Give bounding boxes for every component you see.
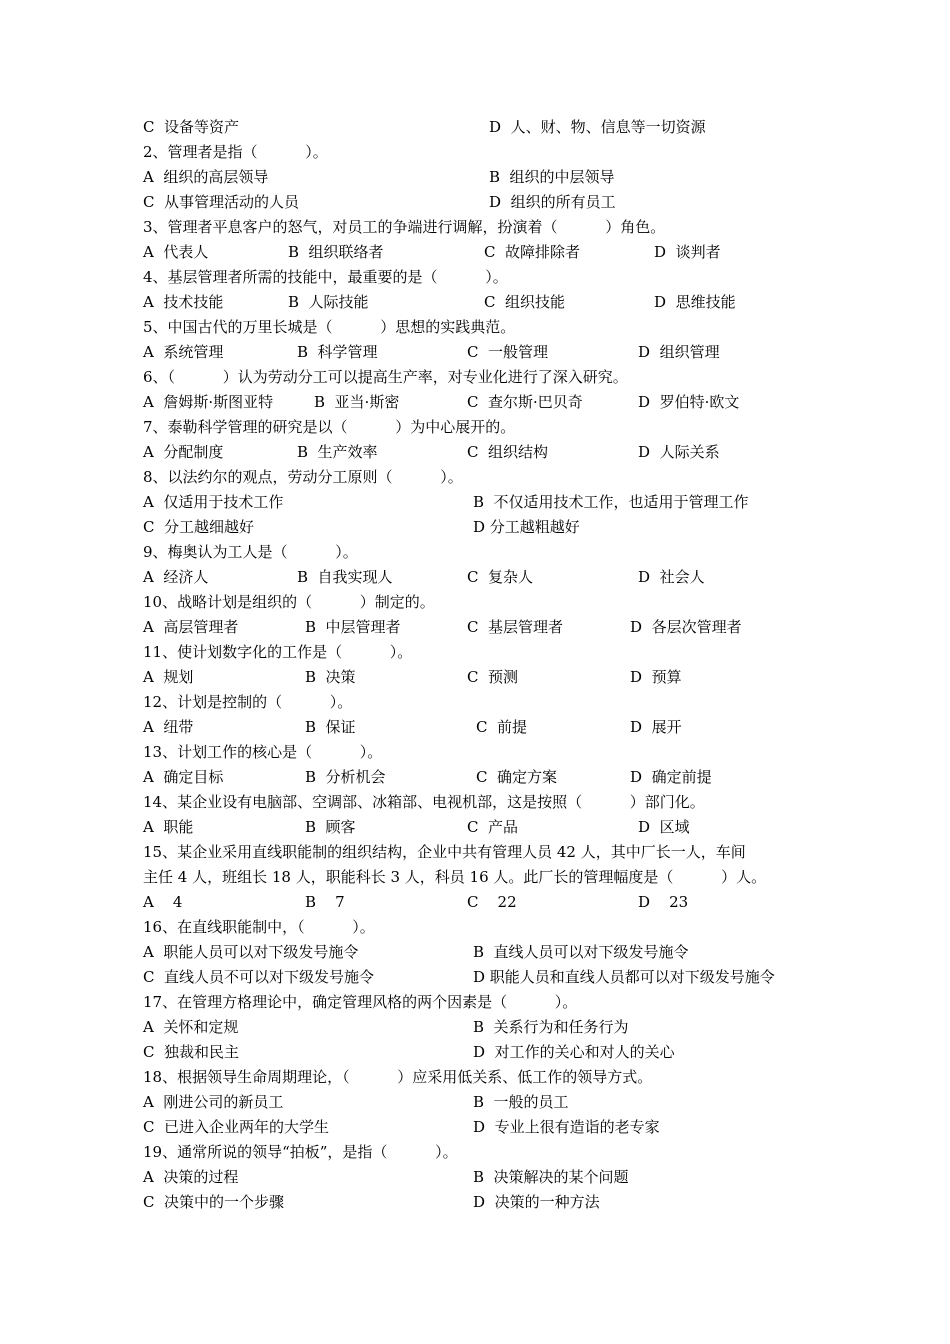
answer-option: C 独裁和民主	[143, 1043, 240, 1061]
answer-option: A 决策的过程	[143, 1168, 239, 1186]
answer-option: C 预测	[467, 668, 519, 686]
answer-option: A 4	[143, 893, 183, 911]
answer-option: C 前提	[476, 718, 528, 736]
answer-option: D 决策的一种方法	[473, 1193, 600, 1211]
answer-option: B 决策	[305, 668, 356, 686]
answer-option: C 一般管理	[467, 343, 549, 361]
answer-option: C 复杂人	[467, 568, 534, 586]
answer-option: C 产品	[467, 818, 519, 836]
answer-option: B 自我实现人	[297, 568, 393, 586]
question-text: 10、战略计划是组织的（ ）制定的。	[143, 593, 435, 611]
answer-option: C 设备等资产	[143, 118, 240, 136]
question-text: 11、使计划数字化的工作是（ ）。	[143, 643, 413, 661]
answer-option: B 中层管理者	[305, 618, 401, 636]
answer-option: C 组织结构	[467, 443, 549, 461]
answer-option: B 关系行为和任务行为	[473, 1018, 629, 1036]
question-text: 18、根据领导生命周期理论，（ ）应采用低关系、低工作的领导方式。	[143, 1068, 653, 1086]
answer-option: D 确定前提	[630, 768, 712, 786]
answer-option: D 23	[638, 893, 689, 911]
answer-option: D 展开	[630, 718, 682, 736]
answer-option: D 人际关系	[638, 443, 720, 461]
question-text: 14、某企业设有电脑部、空调部、冰箱部、电视机部，这是按照（ ）部门化。	[143, 793, 705, 811]
answer-option: A 技术技能	[143, 293, 224, 311]
answer-option: B 直线人员可以对下级发号施令	[473, 943, 689, 961]
answer-option: C 从事管理活动的人员	[143, 193, 300, 211]
answer-option: D 职能人员和直线人员都可以对下级发号施令	[473, 968, 775, 986]
answer-option: C 已进入企业两年的大学生	[143, 1118, 330, 1136]
answer-option: A 职能	[143, 818, 194, 836]
answer-option: C 22	[467, 893, 517, 911]
answer-option: A 经济人	[143, 568, 209, 586]
answer-option: B 保证	[305, 718, 356, 736]
answer-option: D 社会人	[638, 568, 705, 586]
answer-option: A 职能人员可以对下级发号施令	[143, 943, 359, 961]
answer-option: A 高层管理者	[143, 618, 239, 636]
answer-option: C 组织技能	[484, 293, 566, 311]
answer-option: B 科学管理	[297, 343, 378, 361]
answer-option: D 对工作的关心和对人的关心	[473, 1043, 675, 1061]
answer-option: C 分工越细越好	[143, 518, 255, 536]
question-text: 主任 4 人，班组长 18 人，职能科长 3 人，科员 16 人。此厂长的管理幅度是（ ）人。	[143, 868, 767, 886]
answer-option: A 詹姆斯·斯图亚特	[143, 393, 274, 411]
answer-option: C 决策中的一个步骤	[143, 1193, 285, 1211]
answer-option: B 顾客	[305, 818, 356, 836]
answer-option: A 分配制度	[143, 443, 224, 461]
question-text: 15、某企业采用直线职能制的组织结构，企业中共有管理人员 42 人，其中厂长一人，车间	[143, 843, 746, 861]
question-text: 7、泰勒科学管理的研究是以（ ）为中心展开的。	[143, 418, 516, 436]
answer-option: B 亚当·斯密	[314, 393, 400, 411]
answer-option: B 决策解决的某个问题	[473, 1168, 629, 1186]
answer-option: A 纽带	[143, 718, 194, 736]
answer-option: D 各层次管理者	[630, 618, 742, 636]
answer-option: C 基层管理者	[467, 618, 564, 636]
question-text: 4、基层管理者所需的技能中，最重要的是（ ）。	[143, 268, 508, 286]
question-text: 2、管理者是指（ ）。	[143, 143, 328, 161]
answer-option: C 查尔斯·巴贝奇	[467, 393, 583, 411]
answer-option: D 专业上很有造诣的老专家	[473, 1118, 660, 1136]
answer-option: C 故障排除者	[484, 243, 581, 261]
answer-option: A 代表人	[143, 243, 209, 261]
answer-option: C 确定方案	[476, 768, 558, 786]
answer-option: B 人际技能	[288, 293, 369, 311]
answer-option: D 预算	[630, 668, 682, 686]
question-text: 6、（ ）认为劳动分工可以提高生产率，对专业化进行了深入研究。	[143, 368, 628, 386]
answer-option: B 7	[305, 893, 345, 911]
question-text: 5、中国古代的万里长城是（ ）思想的实践典范。	[143, 318, 516, 336]
question-text: 17、在管理方格理论中，确定管理风格的两个因素是（ ）。	[143, 993, 578, 1011]
answer-option: A 系统管理	[143, 343, 224, 361]
answer-option: D 区域	[638, 818, 690, 836]
answer-option: A 组织的高层领导	[143, 168, 269, 186]
answer-option: D 思维技能	[654, 293, 736, 311]
answer-option: B 分析机会	[305, 768, 386, 786]
answer-option: B 一般的员工	[473, 1093, 569, 1111]
answer-option: D 组织的所有员工	[489, 193, 616, 211]
answer-option: C 直线人员不可以对下级发号施令	[143, 968, 375, 986]
answer-option: A 确定目标	[143, 768, 224, 786]
question-text: 3、管理者平息客户的怒气，对员工的争端进行调解，扮演着（ ）角色。	[143, 218, 666, 236]
question-text: 8、以法约尔的观点，劳动分工原则（ ）。	[143, 468, 463, 486]
answer-option: D 组织管理	[638, 343, 720, 361]
answer-option: D 谈判者	[654, 243, 721, 261]
answer-option: D 分工越粗越好	[473, 518, 580, 536]
question-text: 19、通常所说的领导“拍板”，是指（ ）。	[143, 1143, 458, 1161]
answer-option: B 不仅适用技术工作，也适用于管理工作	[473, 493, 749, 511]
answer-option: D 罗伯特·欧文	[638, 393, 740, 411]
answer-option: A 仅适用于技术工作	[143, 493, 284, 511]
answer-option: A 刚进公司的新员工	[143, 1093, 284, 1111]
question-text: 12、计划是控制的（ ）。	[143, 693, 353, 711]
question-text: 13、计划工作的核心是（ ）。	[143, 743, 383, 761]
question-text: 16、在直线职能制中，（ ）。	[143, 918, 375, 936]
answer-option: A 规划	[143, 668, 194, 686]
answer-option: A 关怀和定规	[143, 1018, 239, 1036]
answer-option: B 组织联络者	[288, 243, 384, 261]
answer-option: D 人、财、物、信息等一切资源	[489, 118, 706, 136]
answer-option: B 组织的中层领导	[489, 168, 615, 186]
question-text: 9、梅奥认为工人是（ ）。	[143, 543, 358, 561]
answer-option: B 生产效率	[297, 443, 378, 461]
